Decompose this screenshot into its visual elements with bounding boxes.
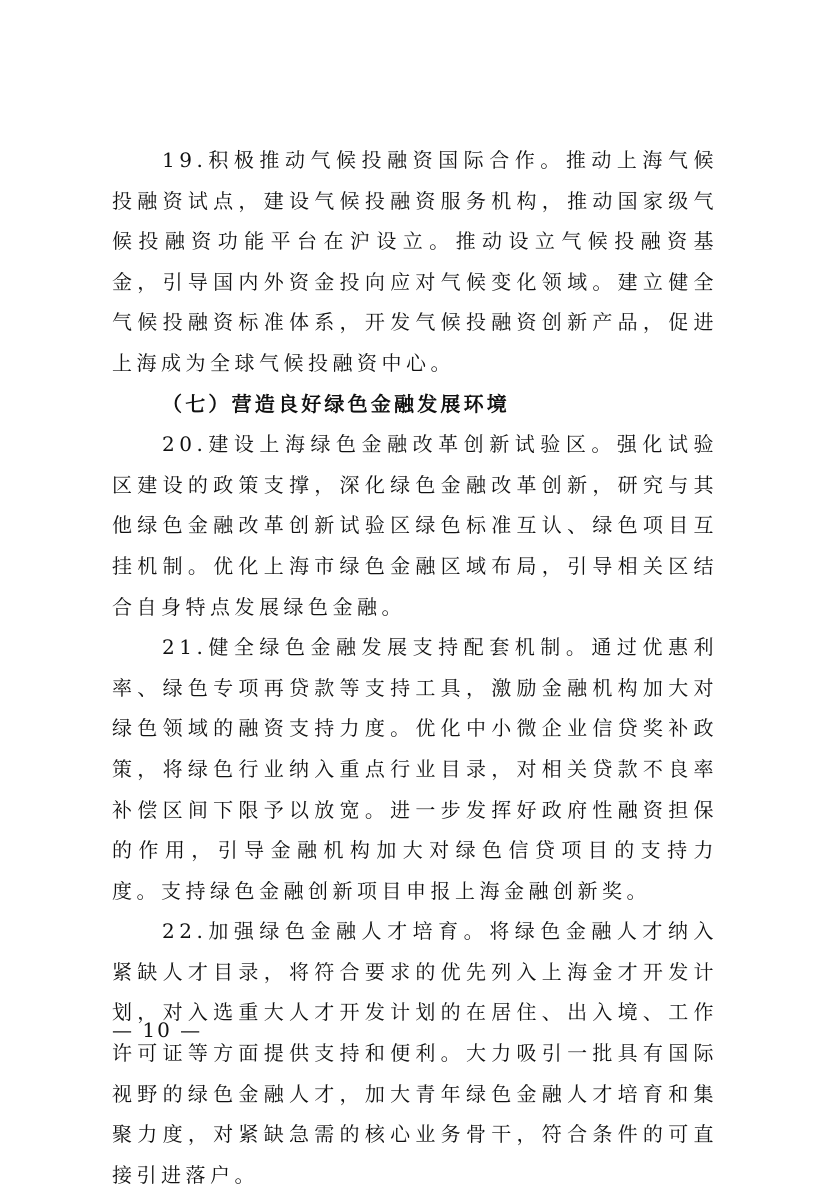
page-number: — 10 — [112, 1018, 203, 1042]
document-body [112, 140, 718, 1195]
paragraph-19-climate-finance: 19.积极推动气候投融资国际合作。推动上海气候投融资试点，建设气候投融资服务机构，推动国家级气候投融资功能平台在沪设立。推动设立气候投融资基金，引导国内外资金投向应对气候变化领域。建立健全气候投融资标准体系，开发气候投融资创新产品，促进上海成为全球气候投融资中心。 [112, 148, 718, 375]
paragraph-21-support-mechanism: 21.健全绿色金融发展支持配套机制。通过优惠利率、绿色专项再贷款等支持工具，激励金融机构加大对绿色领域的融资支持力度。优化中小微企业信贷奖补政策，将绿色行业纳入重点行业目录，对相关贷款不良率补偿区间下限予以放宽。进一步发挥好政府性融资担保的作用，引导金融机构加大对绿色信贷项目的支持力度。支持绿色金融创新项目申报上海金融创新奖。 [112, 635, 718, 903]
paragraph-22-talent: 22.加强绿色金融人才培育。将绿色金融人才纳入紧缺人才目录，将符合要求的优先列入上海金才开发计划，对入选重大人才开发计划的在居住、出入境、工作许可证等方面提供支持和便利。大力吸引一批具有国际视野的绿色金融人才，加大青年绿色金融人才培育和集聚力度，对紧缺急需的核心业务骨干，符合条件的可直接引进落户。 [112, 919, 718, 1187]
paragraph-20-pilot-zone: 20.建设上海绿色金融改革创新试验区。强化试验区建设的政策支撑，深化绿色金融改革创新，研究与其他绿色金融改革创新试验区绿色标准互认、绿色项目互挂机制。优化上海市绿色金融区域布局，引导相关区结合自身特点发展绿色金融。 [112, 432, 718, 619]
section-heading-7: （七）营造良好绿色金融发展环境 [162, 391, 510, 416]
